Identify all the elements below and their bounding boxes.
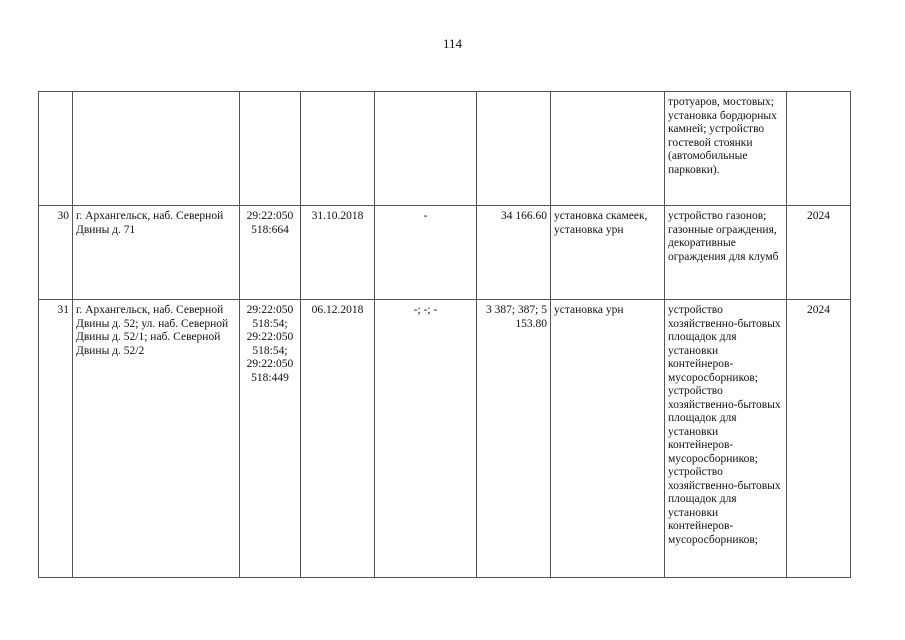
- row-number: 30: [39, 206, 73, 300]
- table-row: [39, 206, 851, 300]
- table-row: [39, 300, 851, 578]
- address-cell: г. Архангельск, наб. Северной Двины д. 52; ул. наб. Северной Двины д. 52/1; наб. Северной Двины д. 52/2: [73, 300, 240, 578]
- fifth-column-cell: [375, 92, 477, 206]
- year-cell: [787, 92, 851, 206]
- date-cell: [301, 92, 375, 206]
- planned-works-cell: устройство газонов; газонные ограждения, декоративные ограждения для клумб: [665, 206, 787, 300]
- amount-cell: 34 166.60: [477, 206, 551, 300]
- date-cell: 31.10.2018: [301, 206, 375, 300]
- page-number: 114: [442, 36, 463, 51]
- amount-cell: 3 387; 387; 5 153.80: [477, 300, 551, 578]
- fifth-column-cell: -; -; -: [375, 300, 477, 578]
- row-number: 31: [39, 300, 73, 578]
- works-done-cell: установка скамеек, установка урн: [551, 206, 665, 300]
- works-done-cell: установка урн: [551, 300, 665, 578]
- planned-works-cell: устройство хозяйственно-бытовых площадок для установки контейнеров-мусоросборников; устройство хозяйственно-бытовых площадок для установки контейнеров-мусоросборников; устройство хозяйственно-бытовых площадок для установки контейнеров-мусоросборников;: [665, 300, 787, 578]
- row-number: [39, 92, 73, 206]
- address-cell: г. Архангельск, наб. Северной Двины д. 71: [73, 206, 240, 300]
- cadastral-number-cell: 29:22:050 518:664: [240, 206, 301, 300]
- amount-cell: [477, 92, 551, 206]
- date-cell: 06.12.2018: [301, 300, 375, 578]
- address-cell: [73, 92, 240, 206]
- fifth-column-cell: -: [375, 206, 477, 300]
- year-cell: 2024: [787, 206, 851, 300]
- works-done-cell: [551, 92, 665, 206]
- cadastral-number-cell: [240, 92, 301, 206]
- year-cell: 2024: [787, 300, 851, 578]
- table-row: [39, 92, 851, 206]
- registry-table: [38, 91, 851, 578]
- cadastral-number-cell: 29:22:050 518:54; 29:22:050 518:54; 29:22:050 518:449: [240, 300, 301, 578]
- planned-works-cell: тротуаров, мостовых; установка бордюрных камней; устройство гостевой стоянки (автомобильные парковки).: [665, 92, 787, 206]
